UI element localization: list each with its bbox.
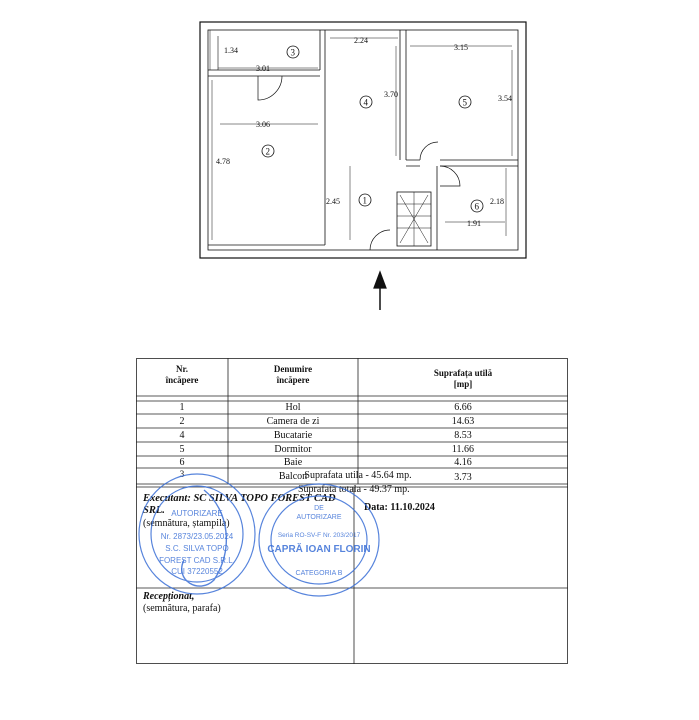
executant-srl: SRL. xyxy=(143,505,165,516)
semnatura-stampila: (semnătura, ștampila) xyxy=(143,518,230,529)
stamp-left-line: Nr. 2873/23.05.2024 xyxy=(160,532,234,541)
balcon-area: 3.73 xyxy=(454,472,472,483)
dim-label: 1.91 xyxy=(467,219,481,228)
stamp-left-line: AUTORIZARE xyxy=(171,509,223,518)
total: Suprafata totala - 49.37 mp. xyxy=(298,484,410,495)
stamp-right-line: CAPRĂ IOAN FLORIN xyxy=(267,544,371,555)
row-area: 6.66 xyxy=(454,402,472,413)
row-name: Baie xyxy=(283,457,303,468)
total-util: Suprafata utila - 45.64 mp. xyxy=(304,470,412,481)
header-denumire: Denumire încăpere xyxy=(273,364,313,385)
semnatura-parafa: (semnătura, parafa) xyxy=(143,603,221,614)
row-area: 14.63 xyxy=(451,416,475,427)
row-area: 11.66 xyxy=(451,444,475,455)
executant: Executant: SC SILVA TOPO FOREST CAD xyxy=(143,493,336,504)
dim-label: 1.34 xyxy=(224,46,238,55)
row-name: Hol xyxy=(285,402,301,413)
dim-label: 4.78 xyxy=(216,157,230,166)
row-nr: 6 xyxy=(179,457,185,468)
row-area: 4.16 xyxy=(454,457,472,468)
dim-label: 3.01 xyxy=(256,64,270,73)
row-nr: 5 xyxy=(179,444,185,455)
stamp-left-line: CUI 37220552 xyxy=(171,567,223,576)
row-nr: 4 xyxy=(179,430,185,441)
balcon-nr: 3 xyxy=(179,469,185,479)
stamp-right-line: Seria RO-SV-F Nr. 203/2017 xyxy=(277,532,361,539)
row-name: Bucatarie xyxy=(273,430,313,441)
row-name: Camera de zi xyxy=(266,416,320,427)
company-stamp xyxy=(134,470,260,604)
room-4-label: 4 xyxy=(363,97,368,108)
stamp-right-line: CATEGORIA B xyxy=(295,570,343,577)
room-5-label: 5 xyxy=(462,97,467,108)
dim-label: 2.45 xyxy=(326,197,340,206)
row-name: Dormitor xyxy=(274,444,312,455)
stamp-right-line: DE xyxy=(314,505,324,512)
authorization-stamp xyxy=(256,480,382,600)
dim-label: 3.06 xyxy=(256,120,270,129)
stamp-left-line: FOREST CAD S.R.L. xyxy=(159,556,235,565)
dim-label: 3.70 xyxy=(384,90,398,99)
dim-label: 2.18 xyxy=(490,197,504,206)
row-area: 8.53 xyxy=(454,430,472,441)
row-nr: 2 xyxy=(179,416,185,427)
room-3-label: 3 xyxy=(290,47,295,58)
dim-label: 3.15 xyxy=(454,43,468,52)
row-nr: 1 xyxy=(179,402,185,413)
balcon-name: Balcon xyxy=(278,471,308,482)
stamp-left-line: S.C. SILVA TOPO xyxy=(165,544,229,553)
date: Data: 11.10.2024 xyxy=(364,502,435,513)
room-2-label: 2 xyxy=(265,146,270,157)
receptionat: Recepționat, xyxy=(143,591,195,602)
room-1-label: 1 xyxy=(362,195,367,206)
dim-label: 3.54 xyxy=(498,94,512,103)
header-suprafata: Suprafața utilă [mp] xyxy=(433,368,493,389)
floor-plan xyxy=(0,0,699,330)
header-nr: Nr. încăpere xyxy=(165,364,199,385)
room-labels xyxy=(262,46,483,212)
room-6-label: 6 xyxy=(474,201,479,212)
dim-label: 2.24 xyxy=(354,36,368,45)
stamp-right-line: AUTORIZARE xyxy=(296,514,342,521)
